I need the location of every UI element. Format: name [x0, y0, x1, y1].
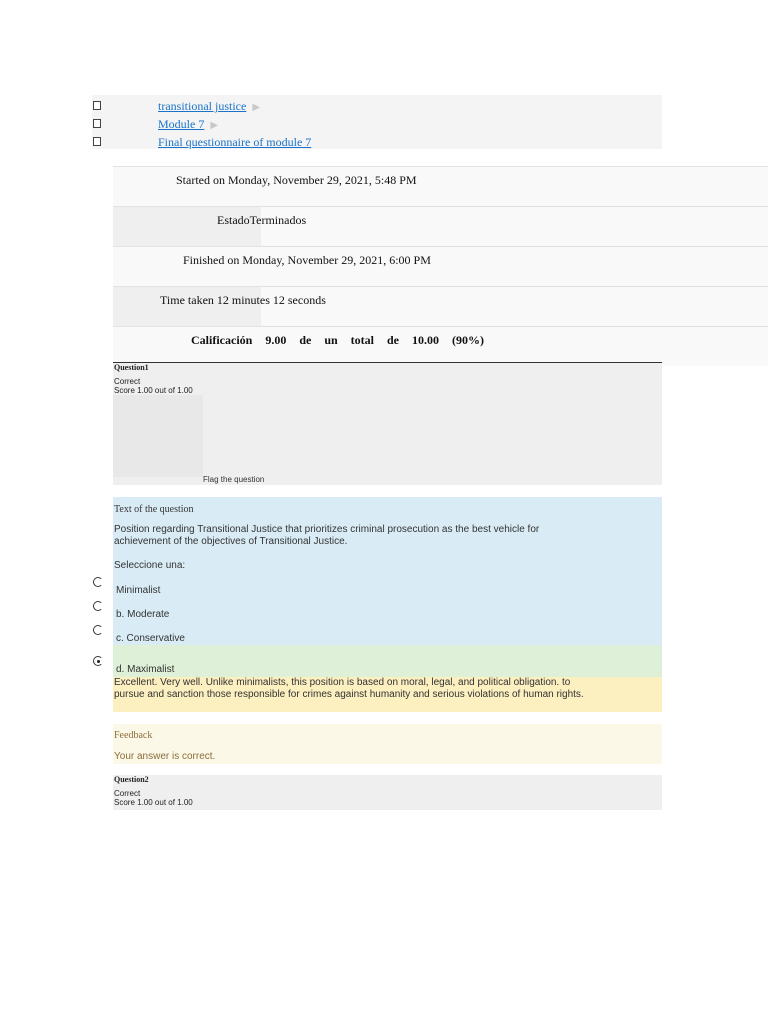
question-number: Question2	[114, 775, 149, 784]
breadcrumb-link-module[interactable]: Module 7 ▶	[158, 117, 219, 131]
radio-icon	[93, 625, 103, 635]
finished-on-text: Finished on Monday, November 29, 2021, 6:00 PM	[183, 253, 431, 267]
radio-icon	[93, 601, 103, 611]
summary-row-grade	[113, 326, 768, 366]
feedback-message: Your answer is correct.	[114, 751, 216, 762]
breadcrumb-item-quiz	[92, 133, 662, 151]
bullet-icon	[93, 137, 101, 146]
option-feedback	[113, 677, 662, 712]
option-a-label: Minimalist	[116, 585, 161, 596]
state-text: EstadoTerminados	[217, 213, 307, 227]
question-body: Position regarding Transitional Justice that prioritizes criminal prosecution as the best vehicle for achievement of the objectives of Transitional Justice.	[114, 524, 540, 547]
radio-option-d[interactable]	[90, 653, 112, 671]
started-on-text: Started on Monday, November 29, 2021, 5:48 PM	[176, 173, 417, 187]
breadcrumb-item-module	[92, 115, 662, 133]
general-feedback	[113, 724, 662, 764]
breadcrumb-link-quiz[interactable]: Final questionnaire of module 7	[158, 135, 312, 149]
bullet-icon	[93, 101, 101, 110]
option-d-label: d. Maximalist	[116, 664, 175, 675]
question-state: Correct	[114, 789, 141, 798]
question2-info	[113, 775, 662, 810]
summary-row-started	[113, 166, 768, 206]
breadcrumb-item-course	[92, 97, 662, 115]
radio-icon	[93, 577, 103, 587]
question1-content	[113, 497, 662, 645]
flag-question-link[interactable]: Flag the question	[203, 475, 265, 484]
bullet-icon	[93, 119, 101, 128]
summary-row-finished	[113, 246, 768, 286]
question-state: Correct	[114, 377, 141, 386]
time-taken-text: Time taken 12 minutes 12 seconds	[160, 293, 326, 307]
arrow-right-icon: ▶	[252, 102, 261, 113]
option-feedback-text: Excellent. Very well. Unlike minimalists, this position is based on moral, legal, and political obligation. to pursue and sanction those responsible for crimes against humanity and serious violations of human rights.	[114, 677, 584, 700]
radio-option-b[interactable]	[90, 598, 112, 616]
summary-row-state	[113, 206, 768, 246]
arrow-right-icon: ▶	[210, 120, 219, 131]
grade-text: Calificación 9.00 de un total de 10.00 (90%)	[191, 333, 484, 347]
radio-option-a[interactable]	[90, 574, 112, 592]
question-score: Score 1.00 out of 1.00	[114, 798, 193, 807]
option-b-label: b. Moderate	[116, 609, 170, 620]
option-c-label: c. Conservative	[116, 633, 185, 644]
correct-answer-highlight	[113, 645, 662, 677]
radio-option-c[interactable]	[90, 622, 112, 640]
question-number: Question1	[114, 363, 149, 372]
question-text-label: Text of the question	[114, 504, 194, 515]
summary-row-time	[113, 286, 768, 326]
question-score: Score 1.00 out of 1.00	[114, 386, 193, 395]
feedback-heading: Feedback	[114, 730, 153, 741]
breadcrumb	[92, 95, 662, 149]
breadcrumb-link-course[interactable]: transitional justice ▶	[158, 99, 261, 113]
question1-info	[113, 363, 662, 485]
attempt-summary	[113, 166, 768, 366]
select-one-prompt: Seleccione una:	[114, 560, 186, 571]
